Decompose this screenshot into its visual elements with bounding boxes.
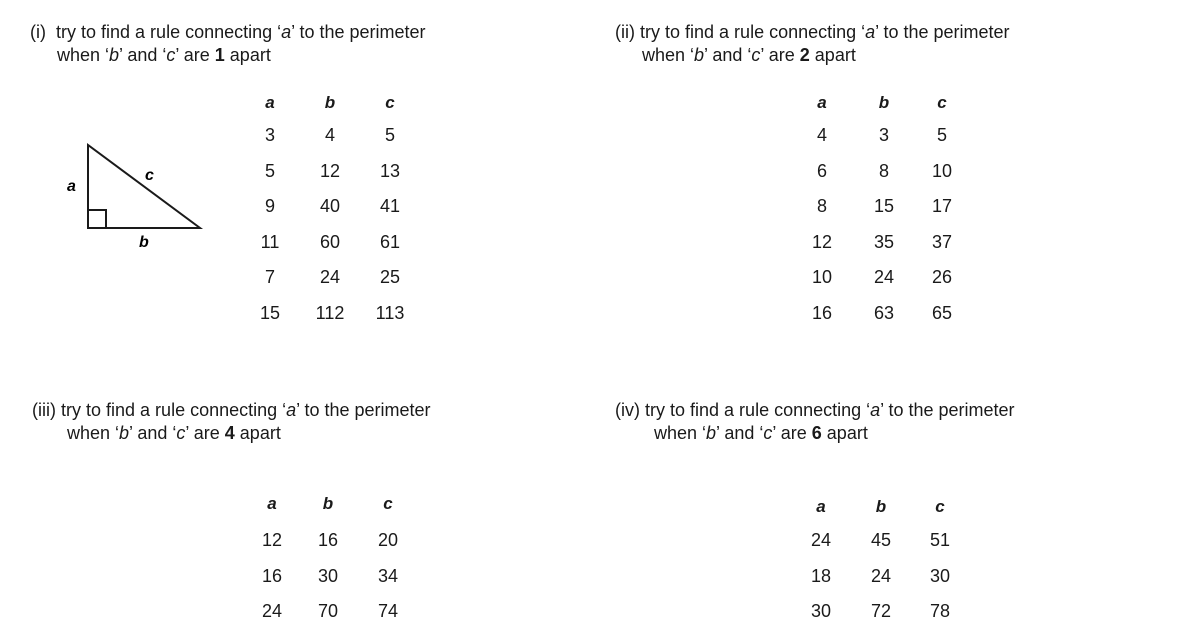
table-cell-c: 20 [377,530,399,550]
question-iv-line1 [615,399,1015,422]
question-text: ’ and ‘ [704,45,752,65]
table-cell-a: 30 [810,601,832,621]
difference-value: 4 [224,423,235,443]
variable-a: a [281,22,292,42]
table-cell-a: 9 [264,196,275,216]
table-cell-c: 5 [936,125,947,145]
table-cell-a: 5 [264,160,275,181]
question-iv [615,399,1015,445]
variable-c: c [166,45,176,65]
question-text: apart [224,45,271,65]
question-iii-line2 [32,422,431,445]
table-cell-a: 16 [261,565,283,586]
table-cell-a: 15 [259,302,281,323]
triangle-shape [88,145,200,228]
question-iii-line1 [32,399,431,422]
table-cell-b: 16 [317,530,339,550]
table-cell-c: 30 [929,565,951,586]
table-cell-c: 17 [931,196,953,216]
difference-value: 6 [811,423,822,443]
table-cell-a: 4 [816,125,827,145]
variable-a: a [286,400,297,420]
table-cell-b: 30 [317,565,339,586]
table-cell-c: 34 [377,565,399,586]
question-text: ’ to the perimeter [296,400,431,420]
question-text: ’ and ‘ [716,423,764,443]
question-text: when ‘ [642,45,695,65]
table-cell-a: 24 [810,530,832,550]
table-cell-b: 70 [317,601,339,621]
table-cell-b: 24 [319,267,341,287]
table-cell-b: 63 [873,302,895,323]
table-cell-c: 41 [379,196,401,216]
table-cell-a: 6 [816,160,827,181]
table-cell-b: 60 [319,231,341,252]
table-cell-c: 5 [384,125,395,145]
question-text: try to find a rule connecting ‘ [640,22,866,42]
question-number: (i) [30,22,46,42]
table-cell-b: 45 [870,530,892,550]
question-text: ’ to the perimeter [880,400,1015,420]
variable-c: c [176,423,186,443]
table-cell-a: 12 [261,530,283,550]
variable-b: b [109,45,120,65]
table-cell-b: 8 [878,160,889,181]
table-cell-c: 37 [931,231,953,252]
question-text: when ‘ [67,423,120,443]
question-text: apart [234,423,281,443]
triangle-svg [55,135,215,250]
question-text: ’ are [175,45,215,65]
table-cell-b: 3 [878,125,889,145]
question-text: apart [809,45,856,65]
column-header-c: c [383,494,393,513]
table-cell-a: 11 [260,231,280,252]
question-text: when ‘ [654,423,707,443]
question-text: ’ are [760,45,800,65]
variable-b: b [706,423,717,443]
table-cell-b: 24 [870,565,892,586]
table-cell-b: 15 [873,196,895,216]
variable-a: a [870,400,881,420]
column-header-c: c [935,497,945,516]
variable-c: c [751,45,761,65]
table-cell-b: 40 [319,196,341,216]
table-cell-a: 3 [264,125,275,145]
column-header-b: b [875,497,887,516]
table-cell-c: 25 [379,267,401,287]
difference-value: 2 [799,45,810,65]
table-cell-a: 16 [811,302,833,323]
column-header-b: b [324,93,336,112]
question-text: try to find a rule connecting ‘ [645,400,871,420]
column-header-c: c [937,93,947,112]
table-cell-a: 24 [261,601,283,621]
difference-value: 1 [214,45,225,65]
table-cell-a: 12 [811,231,833,252]
table-cell-c: 74 [377,601,399,621]
side-label-b: b [139,234,149,250]
question-number: (iii) [32,400,56,420]
table-cell-c: 10 [931,160,953,181]
question-text: ’ to the perimeter [875,22,1010,42]
question-text: apart [821,423,868,443]
question-text: when ‘ [57,45,110,65]
variable-b: b [119,423,130,443]
column-header-b: b [322,494,334,513]
table-cell-c: 78 [929,601,951,621]
column-header-a: a [265,93,275,112]
question-ii [615,21,1010,67]
question-text: ’ to the perimeter [291,22,426,42]
question-text: try to find a rule connecting ‘ [61,400,287,420]
table-cell-c: 61 [379,231,401,252]
table-cell-b: 112 [315,302,345,323]
column-header-a: a [816,497,826,516]
table-cell-b: 72 [870,601,892,621]
right-triangle-diagram [55,135,215,250]
table-cell-c: 51 [929,530,951,550]
right-angle-marker [88,210,106,228]
question-text: ’ are [772,423,812,443]
question-number: (iv) [615,400,640,420]
table-cell-c: 13 [379,160,401,181]
table-cell-b: 4 [324,125,335,145]
table-cell-c: 65 [931,302,953,323]
table-cell-a: 18 [810,565,832,586]
question-i [30,21,426,67]
question-i-line2 [30,44,426,67]
question-ii-line1 [615,21,1010,44]
table-cell-b: 12 [319,160,341,181]
column-header-a: a [267,494,277,513]
table-cell-a: 7 [264,267,275,287]
question-i-line1 [30,21,426,44]
question-text: ’ are [185,423,225,443]
table-cell-a: 10 [811,267,833,287]
table-cell-a: 8 [816,196,827,216]
column-header-a: a [817,93,827,112]
side-label-c: c [145,167,154,184]
table-cell-c: 26 [931,267,953,287]
variable-c: c [763,423,773,443]
question-text: ’ and ‘ [129,423,177,443]
question-iii [32,399,431,445]
column-header-b: b [878,93,890,112]
variable-b: b [694,45,705,65]
side-label-a: a [67,178,76,195]
question-iv-line2 [615,422,1015,445]
column-header-c: c [385,93,395,112]
question-text: ’ and ‘ [119,45,167,65]
question-text: try to find a rule connecting ‘ [56,22,282,42]
question-ii-line2 [615,44,1010,67]
table-cell-b: 24 [873,267,895,287]
variable-a: a [865,22,876,42]
question-number: (ii) [615,22,635,42]
table-cell-b: 35 [873,231,895,252]
table-cell-c: 113 [375,302,405,323]
